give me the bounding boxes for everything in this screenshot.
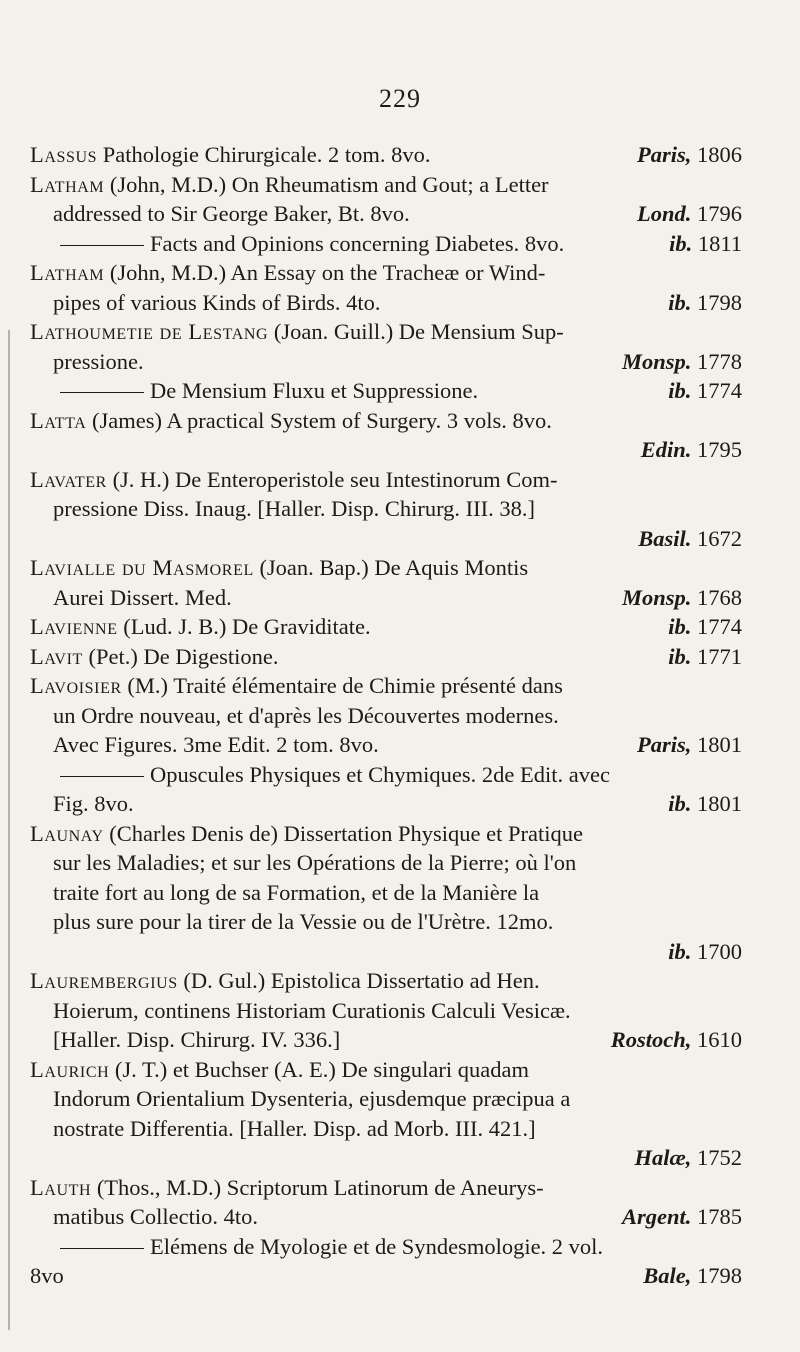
entry-text bbox=[30, 229, 564, 259]
entry-line bbox=[30, 671, 742, 701]
entry-text bbox=[53, 288, 380, 318]
imprint-place: Monsp. bbox=[621, 584, 692, 610]
entry-text bbox=[53, 1086, 570, 1111]
imprint bbox=[637, 140, 742, 170]
entry-continuation: un Ordre nouveau, et d'après les Découvertes modernes. bbox=[53, 702, 559, 728]
imprint-year: 1752 bbox=[691, 1145, 742, 1170]
entry-body: (James) A practical System of Surgery. 3 vols. 8vo. bbox=[86, 407, 552, 433]
imprint bbox=[622, 1202, 742, 1232]
entry-line bbox=[30, 1025, 742, 1055]
author-headword: Lavienne bbox=[30, 614, 118, 639]
entry-line bbox=[30, 1084, 742, 1114]
entry-line bbox=[30, 1261, 742, 1291]
entry-line bbox=[30, 1143, 742, 1173]
entry-line bbox=[30, 435, 742, 465]
entry-line bbox=[30, 1232, 742, 1262]
entry-line bbox=[30, 848, 742, 878]
entry-line bbox=[30, 966, 742, 996]
entry-body: Pathologie Chirurgicale. 2 tom. 8vo. bbox=[97, 142, 431, 167]
entry-body: (John, M.D.) An Essay on the Tracheæ or Wind- bbox=[104, 260, 546, 285]
author-headword: Lauth bbox=[30, 1174, 92, 1200]
imprint bbox=[668, 642, 742, 672]
entry-body: (Pet.) De Digestione. bbox=[82, 643, 279, 669]
entry-continuation: pressione Diss. Inaug. [Haller. Disp. Chirurg. III. 38.] bbox=[53, 496, 536, 521]
imprint bbox=[643, 1261, 742, 1291]
entry-line bbox=[30, 1055, 742, 1085]
entry-text bbox=[53, 703, 559, 728]
entry-continuation: addressed to Sir George Baker, Bt. 8vo. bbox=[53, 201, 410, 226]
entry-text bbox=[30, 260, 545, 285]
entry-text bbox=[53, 347, 144, 377]
entry-text bbox=[30, 968, 540, 993]
entry-body: (M.) Traité élémentaire de Chimie présenté dans bbox=[121, 673, 563, 698]
entry-text bbox=[53, 1202, 258, 1232]
entry-text bbox=[30, 762, 610, 787]
entry-continuation: Hoierum, continens Historiam Curationis Calculi Vesicæ. bbox=[53, 997, 571, 1023]
imprint-place: Paris, bbox=[636, 732, 692, 757]
imprint bbox=[611, 1025, 742, 1055]
entry-line bbox=[30, 376, 742, 406]
author-headword: Lavit bbox=[30, 643, 83, 669]
imprint bbox=[622, 583, 742, 613]
entry-body: (D. Gul.) Epistolica Dissertatio ad Hen. bbox=[177, 968, 540, 993]
entry-text bbox=[30, 821, 583, 846]
entry-line bbox=[30, 406, 742, 436]
imprint bbox=[669, 229, 742, 259]
entry-text bbox=[53, 199, 410, 229]
entry-line bbox=[30, 612, 742, 642]
imprint bbox=[634, 1145, 742, 1170]
entry-line bbox=[30, 1173, 742, 1203]
entry-body: (Joan. Bap.) De Aquis Montis bbox=[253, 555, 529, 580]
entry-line bbox=[30, 1114, 742, 1144]
entry-line bbox=[30, 140, 742, 170]
imprint-place: Monsp. bbox=[621, 348, 692, 374]
page-edge-shadow bbox=[8, 330, 10, 1330]
imprint-year: 1801 bbox=[691, 732, 742, 757]
imprint-place: Halæ, bbox=[634, 1145, 692, 1170]
author-headword: Lavialle du Masmorel bbox=[30, 555, 254, 580]
imprint-year: 1806 bbox=[691, 142, 742, 167]
imprint-year: 1771 bbox=[691, 643, 742, 669]
imprint-year: 1796 bbox=[691, 201, 742, 226]
entry-text bbox=[30, 673, 563, 698]
entry-body: (Charles Denis de) Dissertation Physique et Pratique bbox=[103, 820, 583, 846]
entry-line bbox=[30, 819, 742, 849]
entry-continuation: pressione. bbox=[53, 348, 144, 374]
imprint-year: 1798 bbox=[691, 1263, 742, 1288]
entry-line bbox=[30, 583, 742, 613]
imprint bbox=[638, 526, 742, 551]
entry-line bbox=[30, 642, 742, 672]
entry-body: (J. T.) et Buchser (A. E.) De singulari quadam bbox=[109, 1056, 529, 1082]
imprint bbox=[622, 347, 742, 377]
entry-text bbox=[53, 789, 134, 819]
entry-text bbox=[30, 1261, 64, 1291]
ditto-dash bbox=[60, 245, 144, 246]
imprint-year: 1801 bbox=[691, 791, 742, 816]
entry-text bbox=[30, 408, 552, 433]
imprint-place: Lond. bbox=[636, 201, 692, 226]
bibliography-entries bbox=[30, 140, 742, 1291]
entry-line bbox=[30, 760, 742, 790]
imprint bbox=[668, 612, 742, 642]
entry-text bbox=[30, 1175, 544, 1200]
imprint bbox=[641, 437, 742, 462]
entry-line bbox=[30, 701, 742, 731]
entry-line bbox=[30, 199, 742, 229]
entry-continuation: sur les Maladies; et sur les Opérations de la Pierre; où l'on bbox=[53, 850, 577, 875]
imprint bbox=[668, 376, 742, 406]
entry-continuation: pipes of various Kinds of Birds. 4to. bbox=[53, 289, 381, 315]
entry-body: (Thos., M.D.) Scriptorum Latinorum de Aneurys- bbox=[91, 1174, 544, 1200]
imprint-place: Bale, bbox=[643, 1263, 692, 1288]
ditto-dash bbox=[60, 1248, 144, 1249]
entry-text bbox=[53, 496, 535, 521]
entry-line bbox=[30, 288, 742, 318]
imprint-year: 1768 bbox=[691, 584, 742, 610]
entry-line bbox=[30, 907, 742, 937]
imprint-year: 1774 bbox=[691, 378, 742, 403]
entry-line bbox=[30, 229, 742, 259]
imprint bbox=[637, 199, 742, 229]
entry-text bbox=[30, 1057, 529, 1082]
imprint-year: 1795 bbox=[691, 437, 742, 462]
imprint-year: 1785 bbox=[691, 1204, 742, 1229]
imprint bbox=[637, 730, 742, 760]
imprint-place: ib. bbox=[668, 643, 692, 669]
author-headword: Lavater bbox=[30, 466, 107, 492]
entry-continuation: [Haller. Disp. Chirurg. IV. 336.] bbox=[53, 1027, 341, 1052]
imprint-place: Argent. bbox=[621, 1204, 692, 1229]
imprint-place: ib. bbox=[668, 791, 692, 816]
entry-continuation: Avec Figures. 3me Edit. 2 tom. 8vo. bbox=[53, 732, 379, 757]
ditto-dash bbox=[60, 392, 144, 393]
entry-text bbox=[53, 1025, 340, 1055]
entry-continuation: 8vo bbox=[30, 1263, 64, 1288]
entry-text bbox=[53, 909, 553, 934]
imprint-place: ib. bbox=[668, 938, 692, 964]
entry-line bbox=[30, 317, 742, 347]
entry-body: (J. H.) De Enteroperistole seu Intestinorum Com- bbox=[106, 466, 558, 492]
imprint-year: 1610 bbox=[691, 1027, 742, 1052]
imprint-year: 1811 bbox=[692, 230, 742, 256]
entry-text bbox=[30, 172, 549, 197]
entry-continuation: nostrate Differentia. [Haller. Disp. ad Morb. III. 421.] bbox=[53, 1115, 536, 1141]
author-headword: Lassus bbox=[30, 142, 98, 167]
entry-text bbox=[30, 612, 371, 642]
author-headword: Launay bbox=[30, 820, 104, 846]
entry-line bbox=[30, 996, 742, 1026]
imprint bbox=[668, 288, 742, 318]
author-headword: Latham bbox=[30, 260, 105, 285]
author-headword: Latta bbox=[30, 407, 87, 433]
entry-continuation: Indorum Orientalium Dysenteria, ejusdemque præcipua a bbox=[53, 1086, 571, 1111]
imprint-year: 1798 bbox=[691, 289, 742, 315]
entry-continuation: matibus Collectio. 4to. bbox=[53, 1204, 258, 1229]
author-headword: Lavoisier bbox=[30, 673, 122, 698]
entry-continuation: Fig. 8vo. bbox=[53, 791, 134, 816]
imprint-place: Edin. bbox=[640, 437, 692, 462]
entry-text bbox=[30, 467, 557, 492]
entry-text bbox=[53, 880, 539, 905]
entry-line bbox=[30, 524, 742, 554]
entry-continuation: traite fort au long de sa Formation, et de la Manière la bbox=[53, 879, 540, 905]
entry-line bbox=[30, 553, 742, 583]
imprint-place: ib. bbox=[668, 378, 692, 403]
entry-line bbox=[30, 465, 742, 495]
entry-continuation: plus sure pour la tirer de la Vessie ou de l'Urètre. 12mo. bbox=[53, 909, 554, 934]
entry-line bbox=[30, 789, 742, 819]
imprint-year: 1700 bbox=[691, 938, 742, 964]
author-headword: Laurich bbox=[30, 1056, 110, 1082]
page-number: 229 bbox=[379, 84, 421, 113]
imprint-year: 1774 bbox=[691, 614, 742, 639]
entry-text bbox=[30, 555, 528, 580]
entry-body: (Joan. Guill.) De Mensium Sup- bbox=[268, 319, 564, 344]
entry-text bbox=[30, 1234, 603, 1259]
entry-body: (Lud. J. B.) De Graviditate. bbox=[117, 614, 371, 639]
ditto-dash bbox=[60, 776, 144, 777]
entry-body: Opuscules Physiques et Chymiques. 2de Edit. avec bbox=[150, 761, 610, 787]
imprint-place: Paris, bbox=[636, 142, 692, 167]
imprint-place: ib. bbox=[668, 614, 692, 639]
entry-text bbox=[30, 319, 564, 344]
entry-text bbox=[53, 1116, 536, 1141]
entry-body: Facts and Opinions concerning Diabetes. 8vo. bbox=[150, 230, 565, 256]
entry-line bbox=[30, 937, 742, 967]
entry-text bbox=[53, 998, 571, 1023]
entry-text bbox=[53, 583, 232, 613]
author-headword: Latham bbox=[30, 171, 105, 197]
entry-line bbox=[30, 730, 742, 760]
entry-line bbox=[30, 258, 742, 288]
entry-line bbox=[30, 878, 742, 908]
entry-text bbox=[30, 376, 478, 406]
entry-continuation: Aurei Dissert. Med. bbox=[53, 584, 232, 610]
entry-text bbox=[53, 850, 576, 875]
imprint-year: 1672 bbox=[691, 525, 742, 551]
imprint-year: 1778 bbox=[691, 348, 742, 374]
entry-line bbox=[30, 170, 742, 200]
author-headword: Laurembergius bbox=[30, 968, 178, 993]
entry-text bbox=[30, 642, 279, 672]
entry-line bbox=[30, 347, 742, 377]
entry-text bbox=[53, 730, 379, 760]
imprint-place: Rostoch, bbox=[610, 1027, 692, 1052]
imprint bbox=[668, 789, 742, 819]
imprint bbox=[668, 939, 742, 964]
entry-body: Elémens de Myologie et de Syndesmologie. 2 vol. bbox=[150, 1233, 604, 1259]
imprint-place: ib. bbox=[669, 230, 693, 256]
entry-body: (John, M.D.) On Rheumatism and Gout; a Letter bbox=[104, 171, 549, 197]
imprint-place: ib. bbox=[668, 289, 692, 315]
entry-line bbox=[30, 1202, 742, 1232]
imprint-place: Basil. bbox=[638, 525, 692, 551]
entry-text bbox=[30, 140, 430, 170]
entry-body: De Mensium Fluxu et Suppressione. bbox=[150, 378, 479, 403]
author-headword: Lathoumetie de Lestang bbox=[30, 319, 269, 344]
entry-line bbox=[30, 494, 742, 524]
